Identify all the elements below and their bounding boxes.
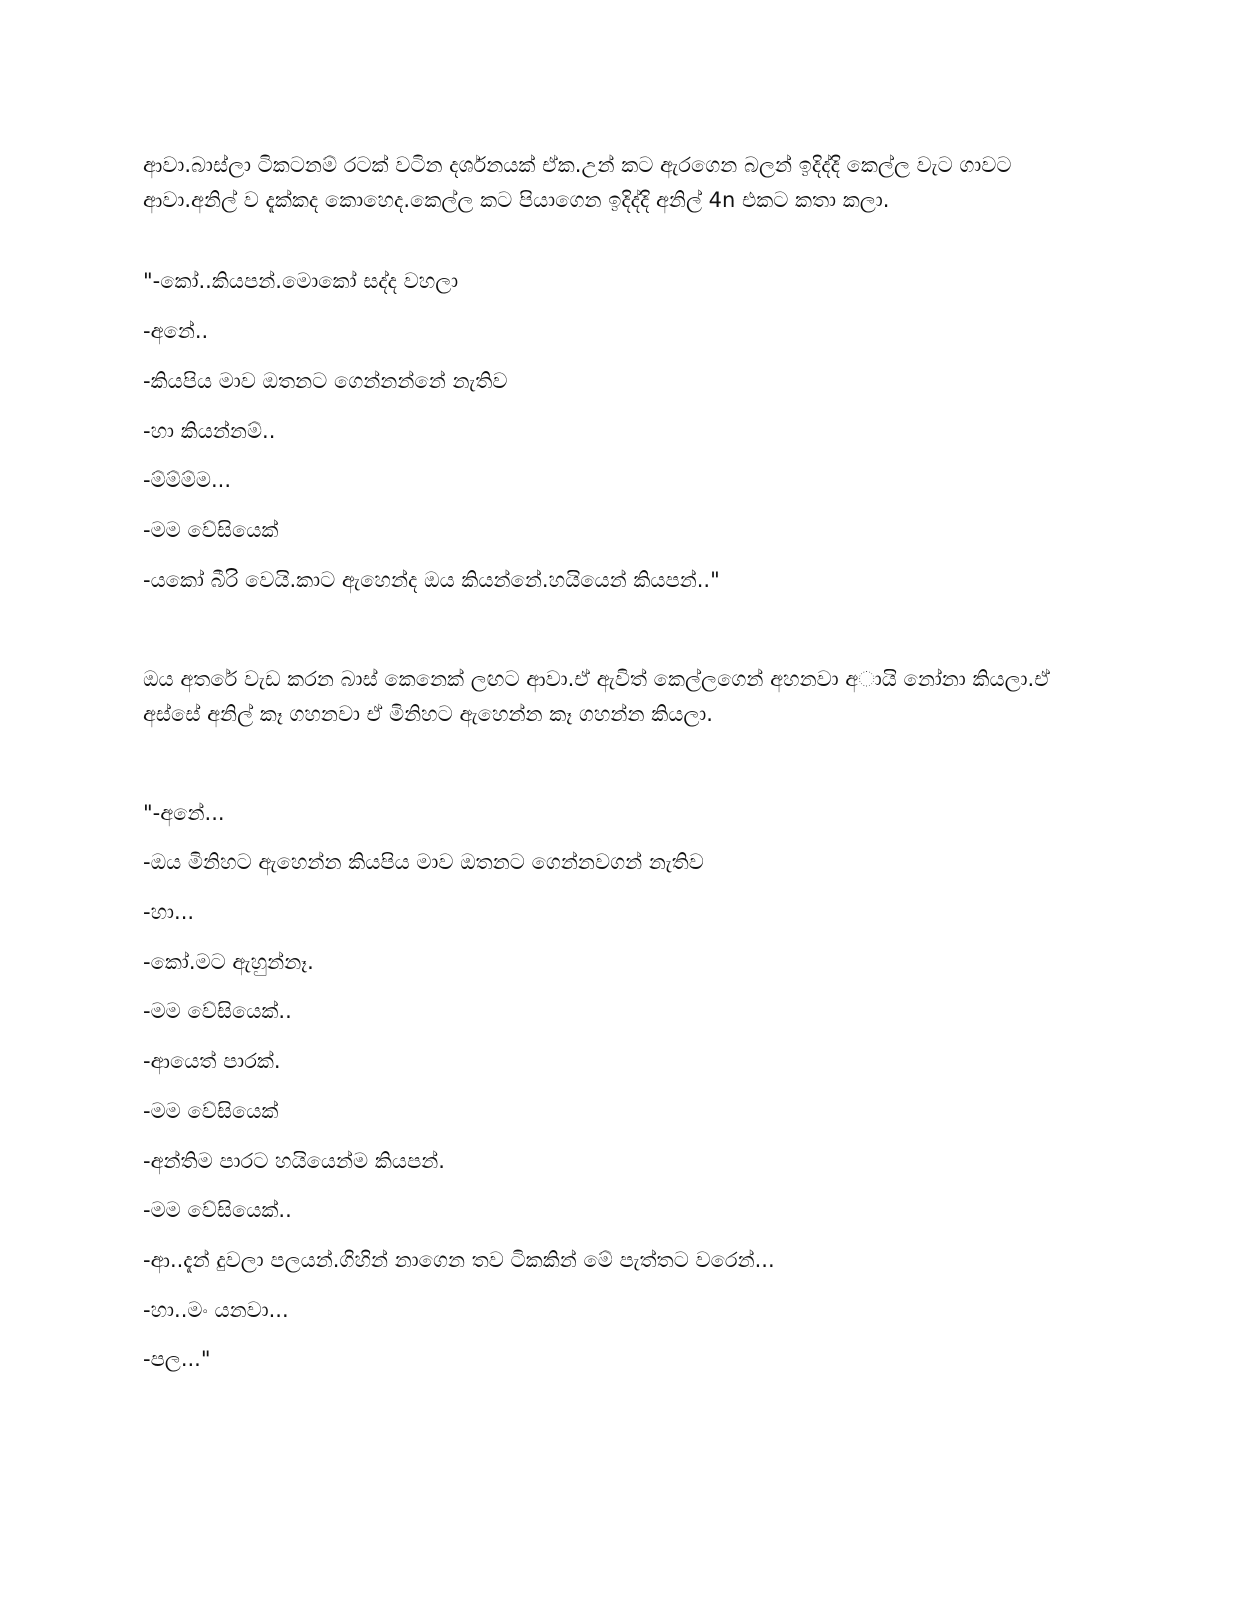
dialogue-line: -හා... <box>143 900 195 924</box>
dialogue-line: -ආයෙත් පාරක්. <box>143 1049 281 1073</box>
dialogue-line: -ම්ම්ම්ම... <box>143 468 231 492</box>
dialogue-line: -හා..මං යනවා... <box>143 1298 289 1322</box>
narration-paragraph-1: ආවා.බාස්ලා ටිකටනම් රටක් වටින දර්ශනයක් ඒක.උන් කට ඇරගෙන බලන් ඉදිද්දි කෙල්ල වැට ගාවට ආවා.අනිල් ව දැක්කද කොහෙද.කෙල්ල කට පියාගෙන ඉදිද්දි අනිල් 4n එකට කතා කලා. <box>143 153 1012 212</box>
dialogue-line: -පල..." <box>143 1347 211 1371</box>
dialogue-line: -කියපිය මාව ඔතනට ගෙන්නන්නේ නැතිව <box>143 369 508 393</box>
dialogue-line: -ආ..දැන් දුවලා පලයන්.ගිහින් නාගෙන තව ටිකකින් මේ පැත්තට වරෙන්... <box>143 1248 775 1272</box>
dialogue-line: -අනේ.. <box>143 319 209 343</box>
dialogue-line: -මම වේසියෙක්.. <box>143 999 292 1023</box>
dialogue-line: "-අනේ... <box>143 801 225 825</box>
dialogue-line: -මම වේසියෙක් <box>143 518 279 542</box>
dialogue-line: -හා කියන්නම්.. <box>143 419 276 443</box>
dialogue-line: -ඔය මිනිහට ඇහෙන්න කියපිය මාව ඔතනට ගෙන්නවගන් නැතිව <box>143 850 704 874</box>
narration-paragraph-2: ඔය අතරේ වැඩ කරන බාස් කෙනෙක් ලඟට ආවා.ඒ ඇවිත් කෙල්ලගෙන් අහනවා අායි නෝනා කියලා.ඒ අස්සේ අනිල් කෑ ගහනවා ඒ මිනිහට ඇහෙන්න කෑ ගහන්න කියලා. <box>143 667 1050 726</box>
dialogue-line: -මම වේසියෙක් <box>143 1099 279 1123</box>
dialogue-line: -කෝ.මට ඇහුන්නෑ. <box>143 950 314 974</box>
dialogue-line: -යකෝ බීරි වෙයි.කාට ඇහෙන්ද ඔය කියන්නේ.හයියෙන් කියපන්.." <box>143 568 720 592</box>
dialogue-line: -අන්තිම පාරට හයියෙන්ම කියපන්. <box>143 1149 445 1173</box>
dialogue-line: -මම වේසියෙක්.. <box>143 1198 292 1222</box>
dialogue-line: "-කෝ..කියපන්.මොකෝ සද්ද වහලා <box>143 269 459 293</box>
